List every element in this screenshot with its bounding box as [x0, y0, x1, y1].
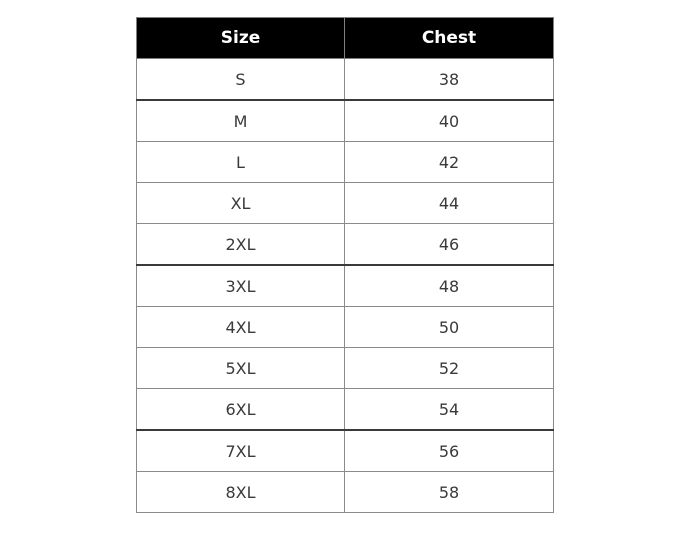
size-cell: S: [137, 59, 345, 101]
size-cell: 2XL: [137, 224, 345, 266]
chest-cell: 44: [345, 183, 554, 224]
size-chart-table: [136, 17, 554, 513]
chest-cell: 50: [345, 307, 554, 348]
chest-cell: 58: [345, 472, 554, 513]
chest-cell: 40: [345, 100, 554, 142]
size-cell: 5XL: [137, 348, 345, 389]
header-size: Size: [137, 18, 345, 59]
size-cell: M: [137, 100, 345, 142]
table-row: [137, 307, 554, 348]
size-cell: 8XL: [137, 472, 345, 513]
size-cell: 4XL: [137, 307, 345, 348]
table-row: [137, 389, 554, 431]
size-cell: L: [137, 142, 345, 183]
table-row: [137, 430, 554, 472]
chest-cell: 54: [345, 389, 554, 431]
chest-cell: 52: [345, 348, 554, 389]
size-cell: 6XL: [137, 389, 345, 431]
chest-cell: 42: [345, 142, 554, 183]
size-cell: 3XL: [137, 265, 345, 307]
size-cell: 7XL: [137, 430, 345, 472]
table-row: [137, 224, 554, 266]
size-cell: XL: [137, 183, 345, 224]
table-row: [137, 348, 554, 389]
table-row: [137, 265, 554, 307]
table-row: [137, 142, 554, 183]
table-row: [137, 59, 554, 101]
header-chest: Chest: [345, 18, 554, 59]
chest-cell: 38: [345, 59, 554, 101]
chest-cell: 56: [345, 430, 554, 472]
table-row: [137, 472, 554, 513]
chest-cell: 48: [345, 265, 554, 307]
chest-cell: 46: [345, 224, 554, 266]
table-row: [137, 183, 554, 224]
header-row: [137, 18, 554, 59]
table-row: [137, 100, 554, 142]
